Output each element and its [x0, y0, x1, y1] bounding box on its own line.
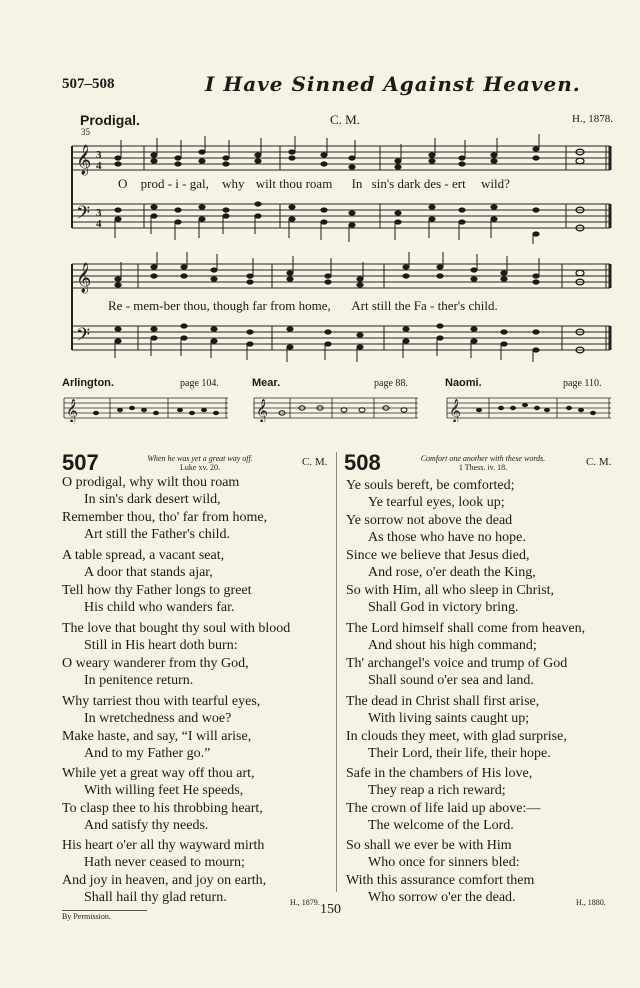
hymn-508-heading-text: Comfort one another with these words.: [420, 454, 546, 463]
alt-tune-1-name: Arlington.: [62, 377, 114, 389]
hymn-507-stanza-5: While yet a great way off thou art, With willing feet He speeds, To clasp thee to his throbbing heart, And satisfy thy needs.: [62, 766, 263, 833]
alt-tune-3-name: Naomi.: [445, 377, 482, 389]
hymn-507-meter: C. M.: [302, 456, 328, 468]
hymn-508-scripture: 1 Thess. iv. 18.: [458, 463, 508, 472]
hymn-508-meter: C. M.: [586, 456, 612, 468]
tune-name: Prodigal.: [80, 112, 140, 128]
svg-text:𝄢: 𝄢: [76, 203, 91, 228]
svg-text:𝄞: 𝄞: [76, 263, 92, 293]
hymn-507-stanza-4: Why tarriest thou with tearful eyes, In wretchedness and woe? Make haste, and say, “I will arise, And to my Father go.”: [62, 694, 261, 761]
measure-number: 35: [81, 127, 90, 137]
alt-tune-3-page: page 110.: [563, 378, 602, 389]
lyric-line-1: O prod - i - gal, why wilt thou roam In sin's dark des - ert wild?: [118, 176, 510, 191]
alt-tune-2-page: page 88.: [374, 378, 408, 389]
hymn-507-stanza-3: The love that bought thy soul with blood Still in His heart doth burn: O weary wanderer from thy God, In penitence return.: [62, 621, 291, 688]
svg-text:3: 3: [96, 207, 102, 219]
svg-text:𝄞: 𝄞: [449, 400, 461, 422]
hymn-507-attribution: H., 1879.: [290, 898, 320, 907]
permission-note: By Permission.: [62, 912, 111, 921]
page-title: I Have Sinned Against Heaven.: [205, 72, 581, 96]
hymn-507-stanza-6: His heart o'er all thy wayward mirth Hath never ceased to mourn; And joy in heaven, and joy on earth, Shall hail thy glad return.: [62, 838, 267, 905]
footer-rule: [62, 910, 147, 911]
hymn-507-stanza-1: O prodigal, why wilt thou roam In sin's dark desert wild, Remember thou, tho' far from home, Art still the Father's child.: [62, 475, 268, 542]
alt-tune-1-incipit: [62, 392, 230, 427]
hymn-508-stanza-3: The Lord himself shall come from heaven, And shout his high command; Th' archangel's voice and trump of God Shall sound o'er sea and land.: [346, 621, 586, 688]
svg-text:𝄞: 𝄞: [66, 400, 78, 422]
svg-text:𝄢: 𝄢: [76, 325, 91, 350]
hymn-508-stanza-4: The dead in Christ shall first arise, With living saints caught up; In clouds they meet, with glad surprise, Their Lord, their life, their hope.: [346, 694, 567, 761]
svg-text:4: 4: [96, 218, 102, 230]
hymn-508-stanza-5: Safe in the chambers of His love, They reap a rich reward; The crown of life laid up above:— The welcome of the Lord.: [346, 766, 541, 833]
hymn-507-scripture: Luke xv. 20.: [180, 463, 220, 472]
alt-tune-3-incipit: [445, 392, 613, 427]
column-divider: [336, 452, 337, 892]
hymn-507-stanza-2: A table spread, a vacant seat, A door that stands ajar, Tell how thy Father longs to greet His child who wanders far.: [62, 548, 252, 615]
hymn-507-number: 507: [62, 450, 99, 475]
page-number: 150: [320, 902, 341, 917]
alt-tune-1-page: page 104.: [180, 378, 219, 389]
hymn-range: 507–508: [62, 76, 115, 92]
tune-meter: C. M.: [330, 112, 360, 127]
svg-text:4: 4: [96, 160, 102, 172]
alt-tune-2-name: Mear.: [252, 377, 281, 389]
lyric-line-2: Re - mem-ber thou, though far from home, Art still the Fa - ther's child.: [108, 298, 498, 313]
alt-tune-2-incipit: [252, 392, 420, 427]
svg-text:𝄞: 𝄞: [76, 145, 92, 175]
hymn-508-attribution: H., 1880.: [576, 898, 606, 907]
hymn-508-heading: [390, 454, 576, 472]
svg-text:3: 3: [96, 149, 102, 161]
hymn-508-stanza-2: Since we believe that Jesus died, And rose, o'er death the King, So with Him, all who sleep in Christ, Shall God in victory bring.: [346, 548, 555, 615]
hymn-507-heading: [112, 454, 288, 472]
hymn-508-stanza-1: Ye souls bereft, be comforted; Ye tearful eyes, look up; Ye sorrow not above the dead As those who have no hope.: [346, 478, 526, 545]
svg-text:𝄞: 𝄞: [256, 400, 268, 422]
hymn-508-number: 508: [344, 450, 381, 475]
tune-composer: H., 1878.: [572, 113, 613, 125]
hymn-508-stanza-6: So shall we ever be with Him Who once for sinners bled: With this assurance comfort them Who sorrow o'er the dead.: [346, 838, 535, 905]
hymn-507-heading-text: When he was yet a great way off.: [147, 454, 253, 463]
